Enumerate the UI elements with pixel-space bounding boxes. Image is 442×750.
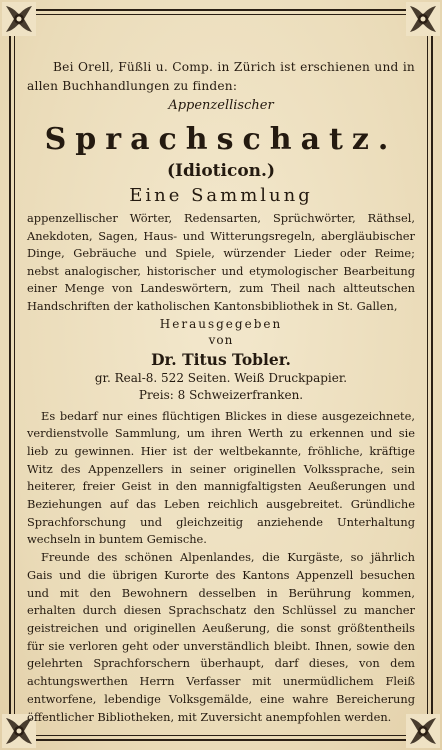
book-title: Sprachschatz. bbox=[44, 122, 398, 157]
author-name: Dr. Titus Tobler. bbox=[151, 349, 291, 369]
title-parenthetical: (Idioticon.) bbox=[166, 161, 275, 181]
review-paragraph: Es bedarf nur eines flüchtigen Blickes in diese ausgezeichnete, verdienstvolle Sammlung, um ihren Werth zu erkennen und sie lieb zu gewinnen. Hier ist der weltbekannte, fröhliche, kräftige Witz des Appenzellers in seiner originellen Volkssprache, sein heiterer, freier Geist in den mannigfaltigsten Aeußerungen und Beziehungen auf das Leben reichlich ausgebreitet. Gründliche Sprachforschung und gleichzeitig anziehende Unterhaltung wechseln in buntem Gemische. bbox=[27, 408, 415, 547]
editor-line: Herausgegeben bbox=[159, 316, 283, 331]
book-description: appenzellischer Wörter, Redensarten, Sprüchwörter, Räthsel, Anekdoten, Sagen, Haus- und Witterungsregeln, abergläubischer Dinge, Gebräuche und Spiele, würzender Lieder oder Reime; nebst analogischer, historischer und etymologischer Bearbeitung einer Menge von Landeswörtern, zum Theil nach altteutschen Handschriften der katholischen Kantonsbibliothek in St. Gallen, bbox=[27, 211, 415, 313]
publisher-intro: Bei Orell, Füßli u. Comp. in Zürich ist erschienen und in allen Buchhandlungen zu finden: bbox=[27, 60, 415, 93]
format-line: gr. Real-8. 522 Seiten. Weiß Druckpapier. bbox=[94, 370, 348, 385]
corner-ornament-icon bbox=[2, 2, 36, 36]
ad-content bbox=[27, 58, 415, 726]
corner-ornament-icon bbox=[406, 2, 440, 36]
von-line: von bbox=[208, 332, 234, 347]
review-paragraph: Freunde des schönen Alpenlandes, die Kurgäste, so jährlich Gais und die übrigen Kurorte des Kantons Appenzell besuchen und mit den Bewohnern desselben in Berührung kommen, erhalten durch diesen Sprachschatz den Schlüssel zu mancher geistreichen und originellen Aeußerung, die sonst größtentheils für sie verloren geht oder unverständlich bleibt. Ihnen, sowie den gelehrten Sprachforschern überhaupt, darf dieses, von dem achtungswerthen Herrn Verfasser mit unermüdlichem Fleiß entworfene, lebendige Volksgemälde, eine wahre Bereicherung öffentlicher Bibliotheken, mit Zuversicht anempfohlen werden. bbox=[27, 550, 415, 724]
price-line: Preis: 8 Schweizerfranken. bbox=[138, 387, 304, 402]
subtitle: Appenzellischer bbox=[168, 98, 274, 113]
collection-heading: Eine Sammlung bbox=[129, 185, 313, 206]
review-text bbox=[27, 408, 415, 727]
